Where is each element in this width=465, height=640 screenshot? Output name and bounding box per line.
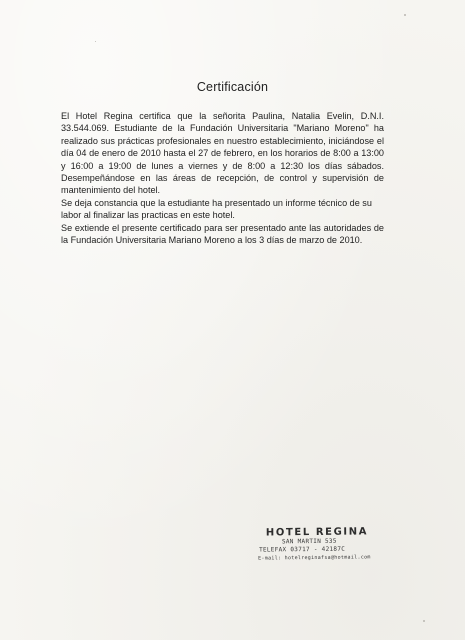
paragraph-certification: El Hotel Regina certifica que la señorita Paulina, Natalia Evelin, D.N.I. 33.544.069. Estudiante de la Fundación Universitaria "Mariano Moreno" ha realizado sus prácticas profesionales en nuestro establecimiento, iniciándose el día 04 de enero de 2010 hasta el 27 de febrero, en los horarios de 8:00 a 13:00 y 16:00 a 19:00 de lunes a viernes y de 8:00 a 12:30 los días sábados. Desempeñándose en las áreas de recepción, de control y supervisión de mantenimiento del hotel. — [61, 111, 384, 196]
document-title: Certificación — [196, 80, 269, 94]
hotel-stamp — [252, 526, 372, 562]
paper-speck — [95, 41, 96, 42]
stamp-address: SAN MARTIN 535 — [281, 537, 337, 546]
certificate-body — [61, 110, 384, 246]
stamp-hotel-name: HOTEL REGINA — [265, 526, 369, 539]
paper-speck — [423, 620, 425, 622]
paragraph-issuance: Se extiende el presente certificado para ser presentado ante las autoridades de la Fundación Universitaria Mariano Moreno a los 3 días de marzo de 2010. — [61, 222, 384, 246]
stamp-telfax: TELEFAX 03717 - 42187C — [259, 545, 346, 554]
stamp-email: E-mail: hotelreginafsa@hotmail.com — [258, 554, 371, 562]
paragraph-report: Se deja constancia que la estudiante ha presentado un informe técnico de su labor al finalizar las practicas en este hotel. — [61, 197, 372, 221]
paper-speck — [404, 14, 406, 16]
